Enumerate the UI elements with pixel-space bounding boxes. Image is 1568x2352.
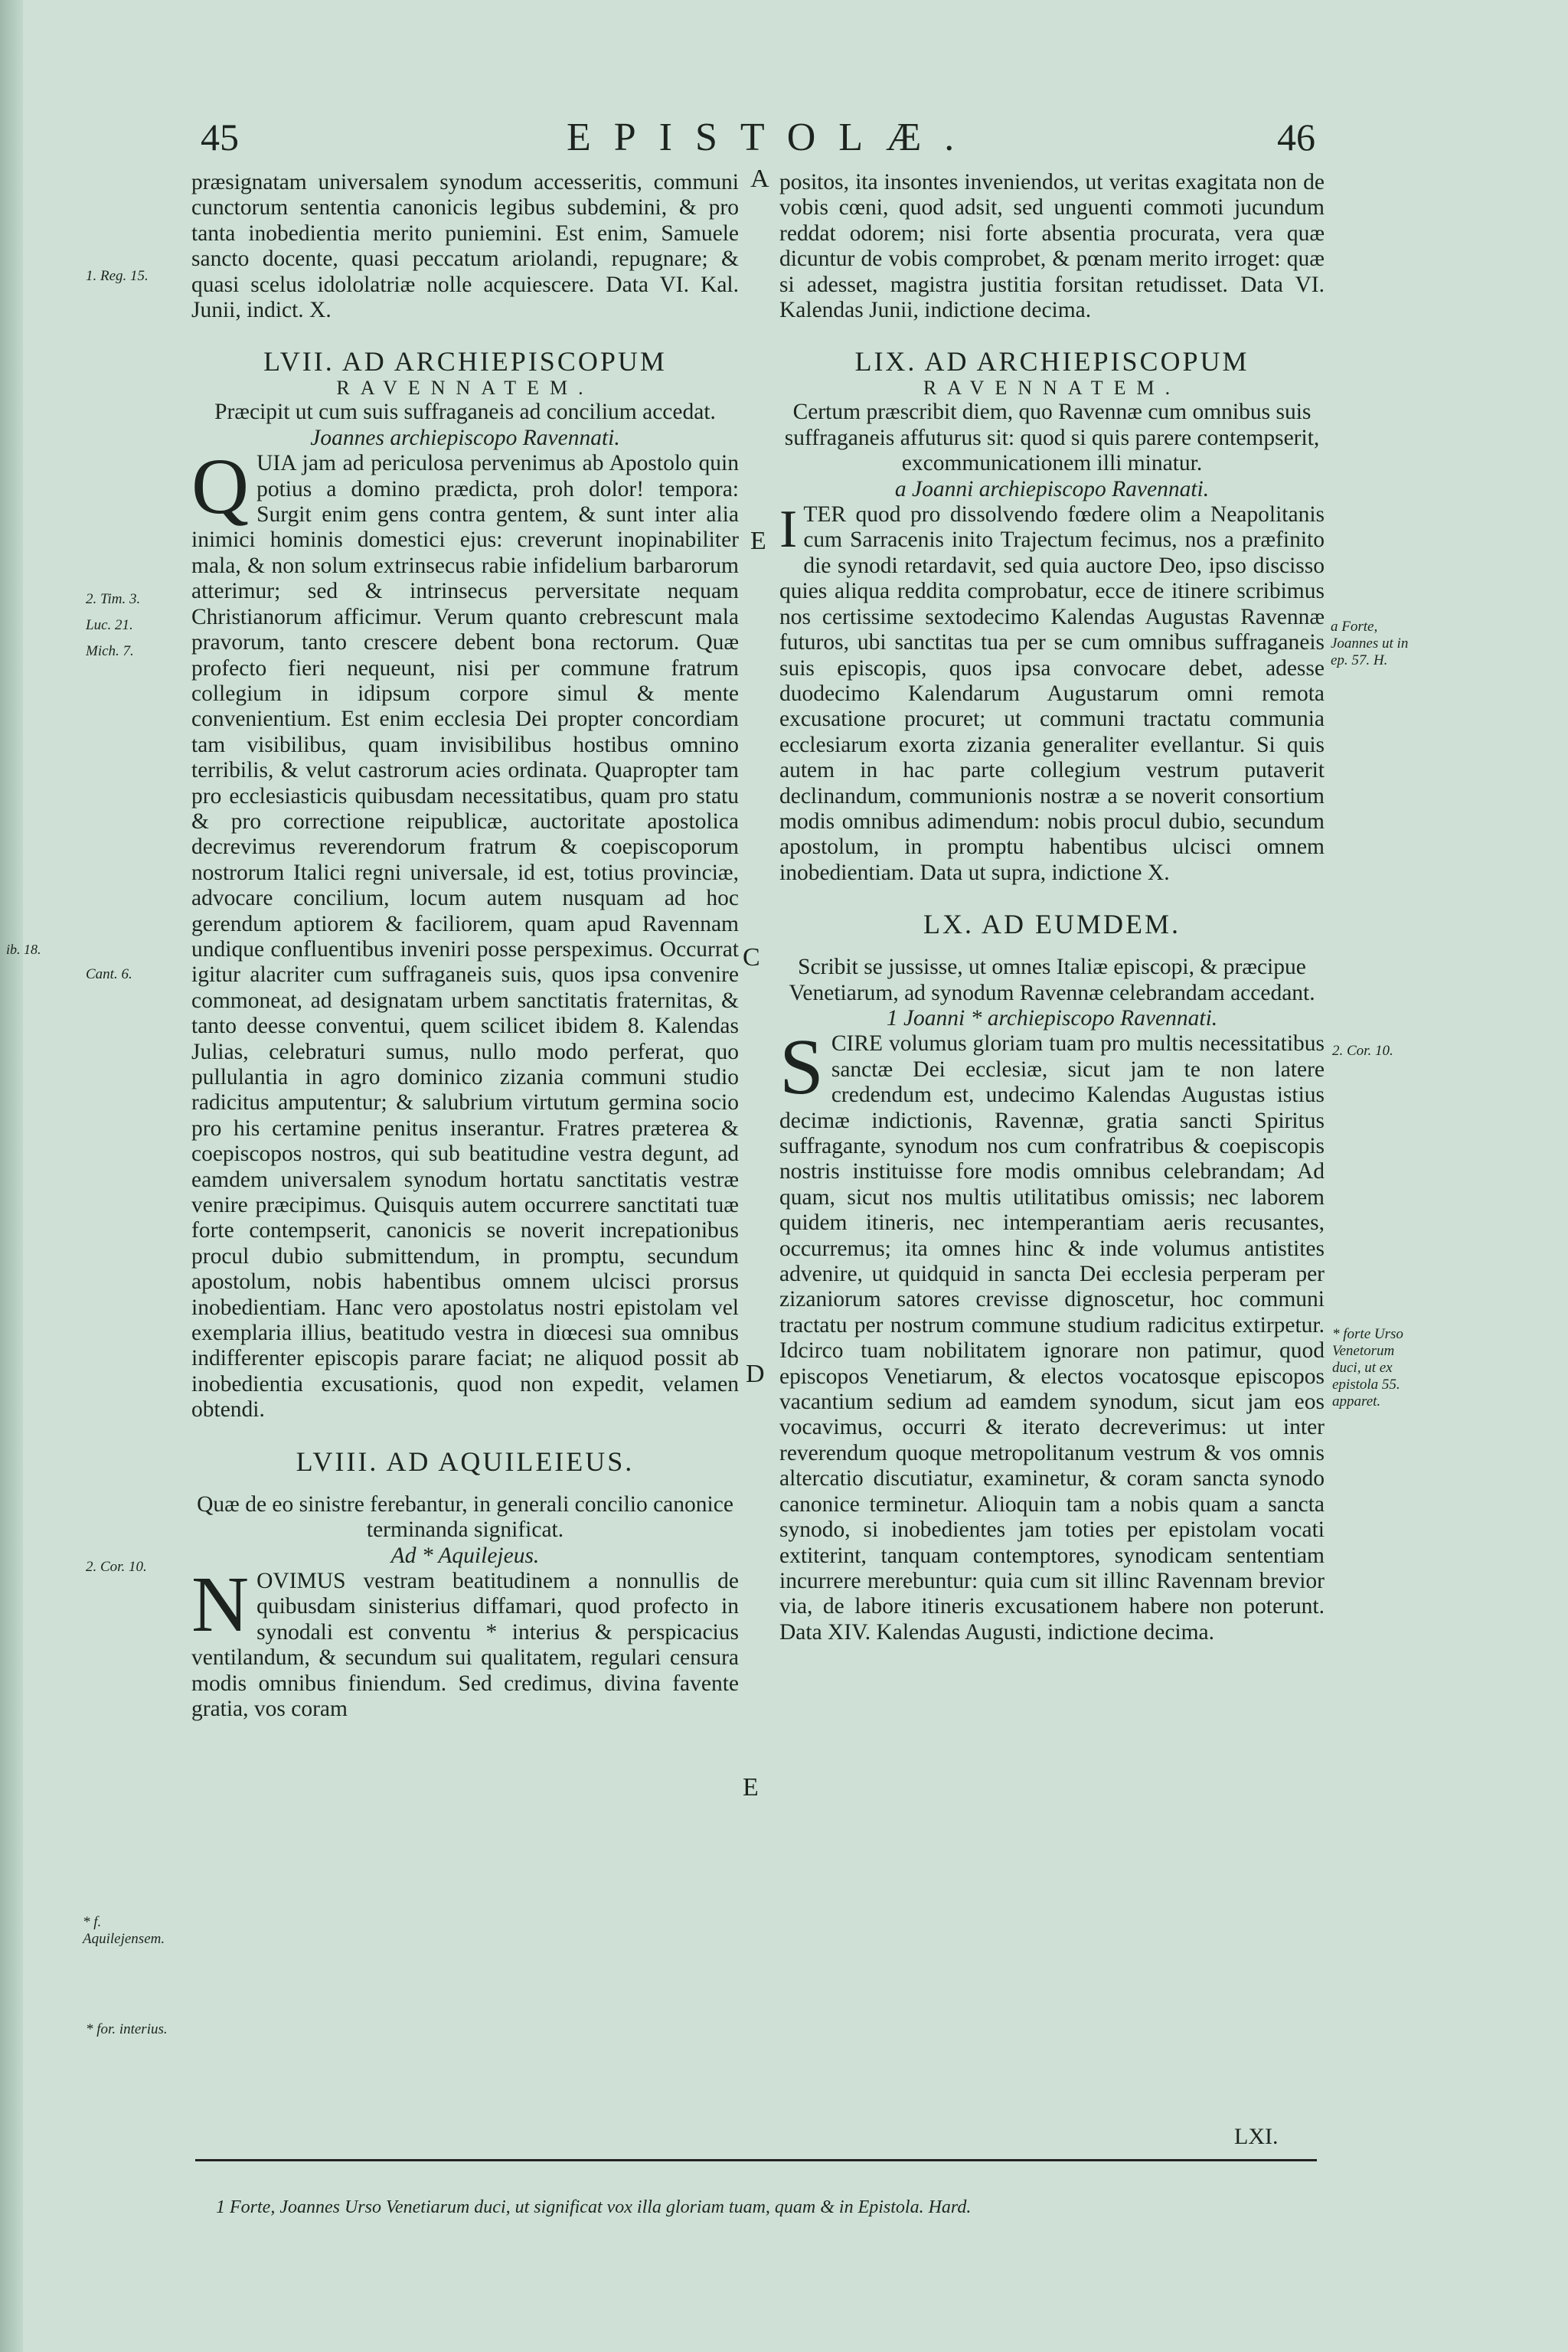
margin-note: 2. Tim. 3. (86, 591, 141, 607)
section-letter: E (743, 1773, 759, 1802)
lvii-summary: Præcipit ut cum suis suffraganeis ad concilium accedat. (214, 400, 716, 425)
drop-initial: Q (191, 443, 250, 531)
lviii-text: OVIMUS vestram beatitudinem a nonnullis de quibusdam sinisterius diffamari, quod profecto in synodali est conventu * interius & perspicacius ventilandum, & secundum sui qualitatem, regulari censura modis omnibus finiendum. Sed credimus, divina favente gratia, vos coram (191, 1568, 739, 1721)
lviii-address: Ad * Aquilejeus. (390, 1543, 540, 1568)
lx-summary: Scribit se jussisse, ut omnes Italiæ episcopi, & præcipue Venetiarum, ad synodum Ravennæ celebrandam accedant. (789, 955, 1315, 1005)
left-intro: præsignatam universalem synodum accesseritis, communi cunctorum sententia canonicis legibus subdemini, & pro tanta inobedientia merito puniemini. Est enim, Samuele sancto docente, quasi peccatum ariolandi, repugnare; & quasi scelus idololatriæ nolle acquiescere. Data VI. Kal. Junii, indict. X. (191, 170, 739, 323)
left-page-number: 45 (201, 116, 239, 158)
lx-text: CIRE volumus gloriam tuam pro multis necessitatibus sanctæ Dei ecclesiæ, sicut jam te non latere credendum est, undecimo Kalendas Augustas istius decimæ indictionis, Ravennæ, gratia sancti Spiritus suffragante, synodum nos cum confratribus & coepiscopis nostris instituisse fore modis omnibus celebrandam; Ad quam, sicut nos multis utilitatibus omissis; nec laborem quidem itineris, nec intemperantiam aeris recusantes, occurremus; ita omnes hinc & inde volumus antistites advenire, ut quidquid in sancta Dei ecclesia perperam per zizaniorum satores crevisse dignoscetur, hoc communi tractatu per nostrum commune studium radicitus extirpetur. Idcirco tuam nobilitatem ignorare non patimur, quod episcopos Venetiarum, & electos vocatosque episcopos vacantium sedium ad eamdem synodum, sicut jam eos vocavimus, occurri & iterato decreverimus: ut inter reverendum quoque metropolitanum vestrum & vos omnis altercatio discutiatur, examinetur, & coram sancta synodo canonice terminetur. Alioquin tam a nobis quam a sancta synodo, si inobedientes jam toties per epistolam vocati extiterint, tanquam contemptores, synodicam sententiam incurrere merebuntur: quia cum sit illinc Ravennam brevior via, de labore itineris excusationem habere non poterunt. Data XIV. Kalendas Augusti, indictione decima. (779, 1031, 1325, 1645)
lix-body (779, 502, 1325, 886)
section-letter: A (750, 165, 769, 193)
lviii-summary: Quæ de eo sinistre ferebantur, in generali concilio canonice terminanda significat. (197, 1491, 733, 1543)
lix-heading: LIX. AD ARCHIEPISCOPUM (854, 346, 1250, 377)
left-column (191, 170, 739, 1722)
lx-heading: LX. AD EUMDEM. (923, 909, 1181, 940)
catchword: LXI. (1234, 2124, 1279, 2149)
edge-note: ib. 18. (6, 942, 41, 957)
drop-initial: N (191, 1560, 250, 1648)
lviii-body (191, 1560, 739, 1722)
margin-note: a Forte, Joannes ut in ep. 57. H. (1331, 619, 1409, 668)
footnote: 1 Forte, Joannes Urso Venetiarum duci, ut significat vox illa gloriam tuam, quam & in Epistola. Hard. (216, 2197, 972, 2217)
margin-note: Cant. 6. (86, 966, 132, 982)
margin-note: * for. interius. (86, 2021, 168, 2037)
drop-initial: S (779, 1023, 824, 1112)
section-letter: D (746, 1360, 765, 1388)
margin-note: 1. Reg. 15. (86, 268, 149, 284)
lx-address: 1 Joanni * archiepiscopo Ravennati. (886, 1005, 1218, 1031)
right-column (779, 170, 1325, 1645)
footnote-rule (195, 2159, 1317, 2161)
margin-note: 2. Cor. 10. (1332, 1043, 1393, 1059)
section-letter: E (750, 527, 766, 555)
lvii-body (191, 443, 739, 1423)
margin-note: * forte Urso Venetorum duci, ut ex epistola 55. apparet. (1332, 1326, 1403, 1410)
right-page-number: 46 (1277, 116, 1315, 158)
lix-subhead: RAVENNATEM. (923, 377, 1181, 400)
lix-summary: Certum præscribit diem, quo Ravennæ cum omnibus suis suffraganeis affuturus sit: quod si quis parere contempserit, excommunicationem illi minatur. (784, 400, 1320, 476)
lvii-heading: LVII. AD ARCHIEPISCOPUM (263, 346, 667, 377)
drop-initial: I (779, 500, 798, 560)
lvii-text: UIA jam ad periculosa pervenimus ab Apostolo quin potius a domino prædicta, proh dolor! tempora: Surgit enim gens contra gentem, & sunt inter alia inimici hominis domestici ejus: creverunt inopinabiliter mala, & non solum extrinsecus rabie infidelium barbarorum atterimur; sed & intrinsecus perversitate nequam Christianorum afficimur. Verum quanto crebrescunt mala pravorum, tanto crescere debent bona rectorum. Quæ profecto fieri nequeunt, nisi per commune fratrum collegium in idipsum corpore simul & mente convenientium. Est enim ecclesia Dei propter concordiam tam visibilibus, quam invisibilibus hostibus omnino terribilis, & velut castrorum acies ordinata. Quapropter tam pro ecclesiasticis quibusdam necessitatibus, quam pro statu & pro correctione reipublicæ, auctoritate apostolica decrevimus reverendorum fratrum & coepiscoporum nostrorum Italici regni universale, id est, totius provinciæ, advocare concilium, locum autem nusquam ad hoc gerendum aptiorem & faciliorem, quam apud Ravennam undique confluentibus inveniri posse perspeximus. Occurrat igitur alacriter cum suffraganeis suis, quos ipsa convenire commoneat, ad designatam urbem sanctitatis fraternitas, & tanto deesse conventui, quem scilicet ibidem 8. Kalendas Julias, celebraturi sumus, nullo modo perferat, quo pullulantia in agro dominico zizania communi studio radicitus amputentur; & salubrium virtutum germina socio pro his certamine penitus inserantur. Fratres præterea & coepiscopos nostros, qui sub beatitudine vestra degunt, ad eamdem universalem synodum hortatu sanctitatis vestræ venire præcipimus. Quisquis autem occurrere sanctitati tuæ forte contempserit, canonicis se noverit increpationibus procul dubio submittendum, in promptu, secundum apostolum, nobis habentibus omnem ulcisci prorsus inobedientiam. Hanc vero apostolatus nostri epistolam vel exemplaria illius, beatitudo vestra in diœcesi sua omnibus indifferenter episcopis parare faciat; ne aliquod possit ab inobedientia excusationis, quod non expedit, velamen obtendi. (191, 451, 739, 1423)
running-title: EPISTOLÆ. (567, 116, 978, 159)
margin-note: 2. Cor. 10. (86, 1559, 147, 1575)
section-letter: C (743, 943, 760, 972)
lvii-address: Joannes archiepiscopo Ravennati. (310, 425, 620, 450)
lvii-subhead: RAVENNATEM. (336, 377, 594, 400)
margin-note: Luc. 21. (86, 617, 133, 633)
lix-address: a Joanni archiepiscopo Ravennati. (894, 476, 1210, 501)
margin-note: * f. Aquilejensem. (83, 1914, 165, 1947)
right-intro: positos, ita insontes inveniendos, ut veritas exagitata non de vobis cœni, quod adsit, sed unguenti commoti jucundum reddat odorem; nisi forte absentia procurata, vera quæ dicuntur de vobis comprobet, & pœnam merito irroget: quæ si adesset, magistra justitia forsitan retudisset. Data VI. Kalendas Junii, indictione decima. (779, 170, 1325, 323)
margin-note: Mich. 7. (86, 643, 134, 659)
lix-text: TER quod pro dissolvendo fœdere olim a Neapolitanis cum Sarracenis inito Trajectum fecimus, nos a præfinito die synodi retardavit, sed quia auctore Deo, ipso discisso quies aliqua reddita comprobatur, ecce de itinere scribimus nos certissime sextodecimo Kalendas Augustas Ravennæ futuros, ubi sanctitas tua per se cum omnibus suffraganeis suis episcopis, quos ipsa convocare debet, adesse duodecimo Kalendarum Augustarum omni remota excusatione procuret; ut communi tractatu communia ecclesiarum exorta zizania generaliter evellantur. Si quis autem in hac parte collegium vestrum putaverit declinandum, communionis nostræ a se noverit consortium modis omnibus adimendum: nobis procul dubio, secundum apostolum, in promptu habentibus ulcisci omnem inobedientiam. Data ut supra, indictione X. (779, 502, 1325, 885)
binding-gutter (0, 0, 23, 2352)
lviii-heading: LVIII. AD AQUILEIEUS. (296, 1446, 635, 1477)
lx-body (779, 1023, 1325, 1645)
